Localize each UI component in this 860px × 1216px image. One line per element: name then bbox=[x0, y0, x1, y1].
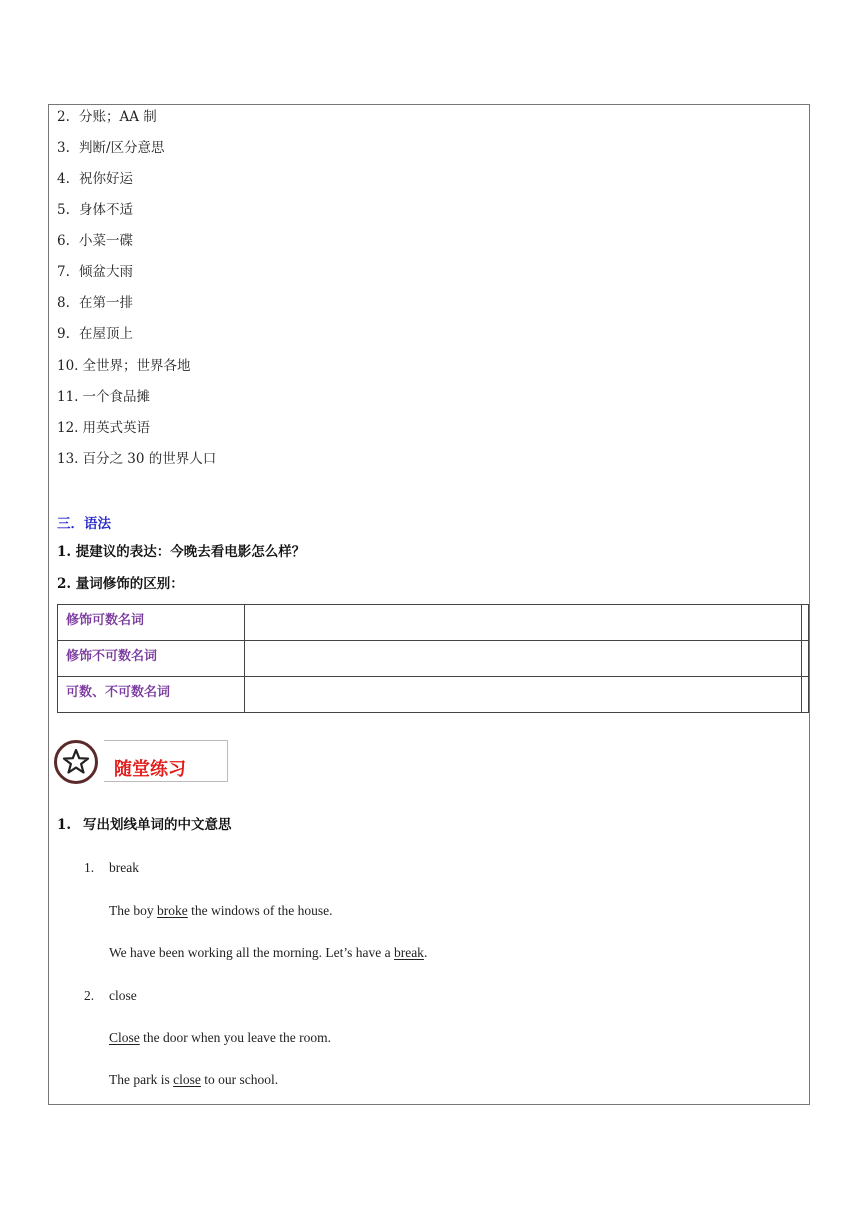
underlined-word: Close bbox=[109, 1030, 140, 1045]
table-cell-answer[interactable] bbox=[245, 677, 802, 713]
word-item-break: 1. break bbox=[84, 860, 139, 875]
task-heading: 1. 写出划线单词的中文意思 bbox=[57, 817, 232, 833]
grammar-item-suggestion: 1. 提建议的表达：今晚去看电影怎么样？ bbox=[57, 544, 306, 560]
list-item: 6. 小菜一碟 bbox=[57, 233, 133, 249]
grammar-heading: 三．语法 bbox=[57, 516, 111, 532]
underlined-word: break bbox=[393, 945, 424, 960]
table-cell-answer[interactable] bbox=[245, 605, 802, 641]
table-cell-edge bbox=[802, 641, 809, 677]
table-row bbox=[58, 605, 809, 641]
list-item: 3. 判断/区分意思 bbox=[57, 140, 165, 156]
list-item: 9. 在屋顶上 bbox=[57, 326, 133, 342]
table-cell-answer[interactable] bbox=[245, 641, 802, 677]
word-item-close: 2. close bbox=[84, 988, 137, 1003]
list-item: 13. 百分之 30 的世界人口 bbox=[57, 451, 217, 467]
list-item: 10. 全世界；世界各地 bbox=[57, 358, 191, 374]
table-row-label: 修饰不可数名词 bbox=[58, 641, 245, 677]
badge-label bbox=[104, 740, 228, 782]
underlined-word: close bbox=[173, 1072, 201, 1087]
list-item: 5. 身体不适 bbox=[57, 202, 133, 218]
table-cell-edge bbox=[802, 605, 809, 641]
table-cell-edge bbox=[802, 677, 809, 713]
list-item: 11. 一个食品摊 bbox=[57, 389, 150, 405]
quantifier-table bbox=[57, 604, 809, 713]
star-icon bbox=[54, 740, 98, 784]
example-sentence: The park is close to our school. bbox=[109, 1072, 279, 1087]
list-item: 7. 倾盆大雨 bbox=[57, 264, 133, 280]
list-item: 12. 用英式英语 bbox=[57, 420, 150, 436]
table-row bbox=[58, 641, 809, 677]
list-item: 2. 分账；AA 制 bbox=[57, 109, 157, 125]
example-sentence: Close the door when you leave the room. bbox=[109, 1030, 331, 1045]
underlined-word: broke bbox=[157, 903, 188, 918]
list-item: 8. 在第一排 bbox=[57, 295, 133, 311]
example-sentence: We have been working all the morning. Let’s have a break. bbox=[109, 945, 428, 960]
table-row-label: 修饰可数名词 bbox=[58, 605, 245, 641]
grammar-item-quantifiers: 2. 量词修饰的区别： bbox=[57, 576, 184, 592]
table-row bbox=[58, 677, 809, 713]
list-item: 4. 祝你好运 bbox=[57, 171, 133, 187]
badge-title: 随堂练习 bbox=[114, 759, 186, 780]
example-sentence: The boy broke the windows of the house. bbox=[109, 903, 333, 918]
table-row-label: 可数、不可数名词 bbox=[58, 677, 245, 713]
